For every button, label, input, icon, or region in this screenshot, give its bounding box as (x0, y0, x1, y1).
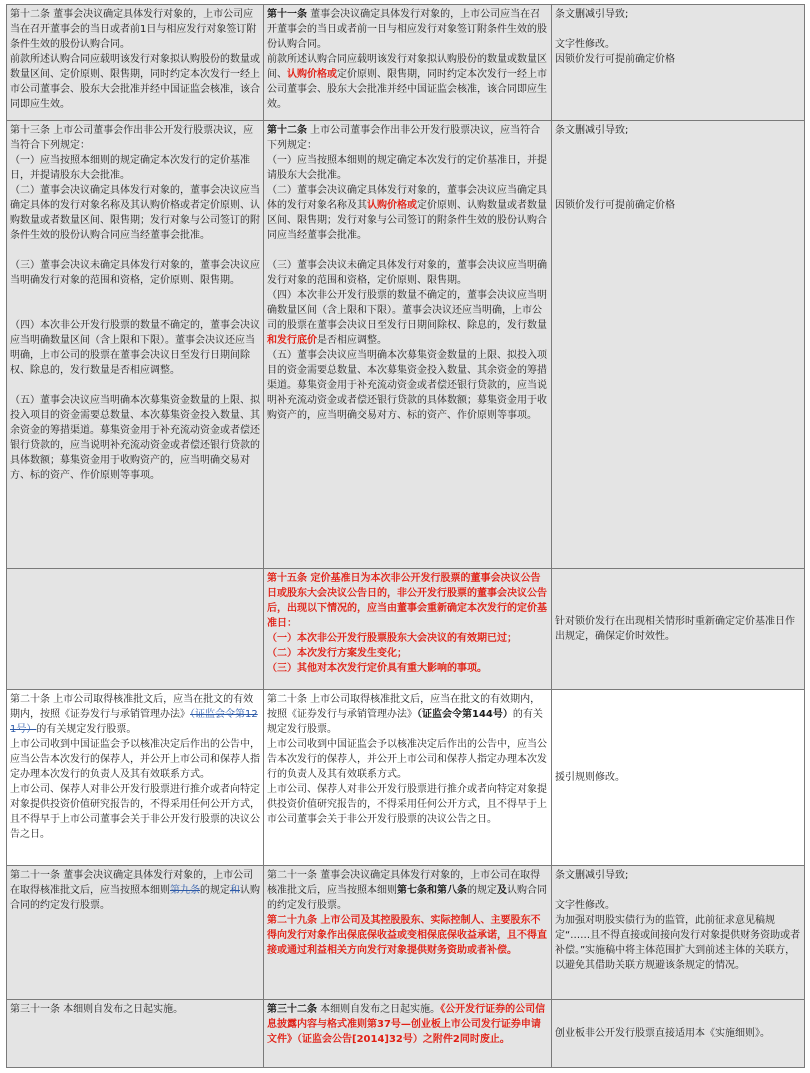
note-cell (552, 690, 805, 866)
old-paragraph: （四）本次非公开发行股票的数量不确定的，董事会决议应当明确数量区间（含上限和下限）。董事会决议还应当明确，上市公司的股票在董事会决议日至发行日期间除权、除息的，发行数量是否相应调整。 (10, 320, 260, 376)
new-text-cell (264, 690, 552, 866)
note-line: 文字性修改。 (555, 39, 615, 50)
new-text-cell (264, 1000, 552, 1068)
deleted-text: 和 (230, 885, 240, 896)
note-cell (552, 5, 805, 121)
text-run: 是否相应调整。 (317, 335, 387, 346)
table-row (7, 1000, 805, 1068)
old-text-cell (7, 121, 264, 569)
article-number: 第十二条 (267, 125, 307, 136)
note-line: 创业板非公开发行股票直接适用本《实施细则》。 (555, 1028, 770, 1039)
table-row (7, 5, 805, 121)
old-paragraph: 第十二条 董事会决议确定具体发行对象的，上市公司应当在召开董事会的当日或者前1日与相应发行对象签订附条件生效的股份认购合同。 (10, 9, 257, 50)
added-article: 第二十九条 上市公司及其控股股东、实际控制人、主要股东不得向发行对象作出保底保收益或变相保底保收益承诺，且不得直接或通过利益相关方向发行对象提供财务资助或者补偿。 (267, 915, 547, 956)
new-text-cell (264, 569, 552, 690)
text-run: 认购合同的约定发行股票。 (267, 885, 547, 911)
old-paragraph: 第十三条 上市公司董事会作出非公开发行股票决议，应当符合下列规定： (10, 125, 254, 151)
old-paragraph: 第三十一条 本细则自发布之日起实施。 (10, 1004, 184, 1015)
new-paragraph (267, 692, 548, 737)
text-run: （四）本次非公开发行股票的数量不确定的，董事会决议应当明确数量区间（含上限和下限）。董事会决议还应当明确，上市公司的股票在董事会决议日至发行日期间除权、除息的，发行数量 (267, 290, 547, 331)
added-text: 认购价格或 (287, 69, 337, 80)
article-number: 第三十二条 (267, 1004, 317, 1015)
added-article-item: （二）本次发行方案发生变化； (267, 648, 407, 659)
old-paragraph: 前款所述认购合同应载明该发行对象拟认购股份的数量或数量区间、定价原则、限售期，同时约定本次发行一经上市公司董事会、股东大会批准并经中国证监会核准，该合同即应生效。 (10, 54, 260, 110)
added-article-item: （一）本次非公开发行股票股东大会决议的有效期已过； (267, 633, 517, 644)
note-line: 条文删减引导致; (555, 9, 629, 20)
table-row (7, 569, 805, 690)
text-run: 第二十条 上市公司取得核准批文后，应当在批文的有效期内，按照《证券发行与承销管理办法》 (10, 694, 254, 720)
note-line: 因锁价发行可提前确定价格 (555, 54, 675, 65)
table-row (7, 690, 805, 866)
text-run: （二）董事会决议确定具体发行对象的，董事会决议应当确定具体的发行对象名称及其 (267, 185, 547, 211)
note-line: 因锁价发行可提前确定价格 (555, 200, 675, 211)
text-run: 的规定 (200, 885, 230, 896)
table-row (7, 866, 805, 1000)
old-text-cell (7, 569, 264, 690)
old-paragraph: （五）董事会决议应当明确本次募集资金数量的上限、拟投入项目的资金需要总数量、本次募集资金投入数量、其余资金的筹措渠道。募集资金用于补充流动资金或者偿还银行贷款的，应当说明补充流动资金或者偿还银行贷款的具体数额；募集资金用于收购资产的，应当明确交易对方、标的资产、作价原则等事项。 (10, 395, 260, 481)
text-run: 第二十一条 董事会决议确定具体发行对象的，上市公司在取得核准批文后，应当按照本细则 (267, 870, 541, 896)
old-paragraph: （一）应当按照本细则的规定确定本次发行的定价基准日，并提请股东大会批准。 (10, 155, 250, 181)
note-line: 条文删减引导致; (555, 870, 629, 881)
old-text-cell (7, 5, 264, 121)
added-text: 《公开发行证券的公司信息披露内容与格式准则第37号—创业板上市公司发行证券申请文件》（证监会公告[2014]32号）之附件2同时废止。 (267, 1004, 546, 1045)
text-run: 认购合同的约定发行股票。 (10, 885, 260, 911)
new-paragraph: （三）董事会决议未确定具体发行对象的，董事会决议应当明确发行对象的范围和资格，定价原则、限售期。 (267, 260, 547, 286)
note-line: 援引规则修改。 (555, 772, 625, 783)
note-cell (552, 1000, 805, 1068)
added-text: 认购价格或 (367, 200, 417, 211)
table-row (7, 121, 805, 569)
new-text-cell (264, 121, 552, 569)
old-text-cell (7, 866, 264, 1000)
text-run: 董事会决议确定具体发行对象的，上市公司应当在召开董事会的当日或者前一日与相应发行对象签订附条件生效的股份认购合同。 (267, 9, 547, 50)
new-paragraph (267, 123, 548, 153)
new-paragraph: 上市公司、保荐人对非公开发行股票进行推介或者向特定对象提供投资价值研究报告的，不得采用任何公开方式，且不得早于上市公司董事会关于非公开发行股票的决议公告之日。 (267, 784, 547, 825)
old-paragraph: 上市公司收到中国证监会予以核准决定后作出的公告中，应当公告本次发行的保荐人，并公开上市公司和保荐人指定办理本次发行的负责人及其有效联系方式。 (10, 739, 260, 780)
new-paragraph (267, 1002, 548, 1047)
old-paragraph: （三）董事会决议未确定具体发行对象的，董事会决议应当明确发行对象的范围和资格，定价原则、限售期。 (10, 260, 260, 286)
new-paragraph (267, 7, 548, 52)
note-cell (552, 569, 805, 690)
added-text: 和发行底价 (267, 335, 317, 346)
note-line: 文字性修改。 (555, 900, 615, 911)
modified-text: （证监会令第144号） (417, 709, 513, 720)
old-paragraph (10, 692, 260, 737)
text-run: 本细则自发布之日起实施。 (317, 1004, 441, 1015)
old-paragraph: 上市公司、保荐人对非公开发行股票进行推介或者向特定对象提供投资价值研究报告的，不得采用任何公开方式，且不得早于上市公司董事会关于非公开发行股票的决议公告之日。 (10, 784, 260, 840)
new-paragraph: （五）董事会决议应当明确本次募集资金数量的上限、拟投入项目的资金需要总数量、本次募集资金投入数量、其余资金的筹措渠道。募集资金用于补充流动资金或者偿还银行贷款的，应当说明补充流动资金或者偿还银行贷款的具体数额；募集资金用于收购资产的，应当明确交易对方、标的资产、作价原则等事项。 (267, 350, 547, 421)
new-paragraph (267, 52, 548, 112)
old-paragraph: （二）董事会决议确定具体发行对象的，董事会决议应当确定具体的发行对象名称及其认购价格或者定价原则、认购数量或者数量区间、限售期；发行对象与公司签订的附条件生效的股份认购合同应当经董事会批准。 (10, 185, 260, 241)
note-cell (552, 121, 805, 569)
old-paragraph (10, 868, 260, 913)
old-text-cell (7, 1000, 264, 1068)
new-text-cell (264, 866, 552, 1000)
added-article-item: （三）其他对本次发行定价具有重大影响的事项。 (267, 663, 487, 674)
text-run: 定价原则、认购数量或者数量区间、限售期；发行对象与公司签订的附条件生效的股份认购合同应当经董事会批准。 (267, 200, 547, 241)
new-paragraph: 上市公司收到中国证监会予以核准决定后作出的公告中，应当公告本次发行的保荐人，并公开上市公司和保荐人指定办理本次发行的负责人及其有效联系方式。 (267, 739, 547, 780)
text-run: 定价原则、限售期，同时约定本次发行一经上市公司董事会、股东大会批准并经中国证监会核准，该合同即应生效。 (267, 69, 547, 110)
text-run: 的有关规定发行股票。 (267, 709, 543, 735)
text-run: 上市公司董事会作出非公开发行股票决议，应当符合下列规定： (267, 125, 541, 151)
new-text-cell (264, 5, 552, 121)
deleted-text: 第九条 (170, 885, 200, 896)
text-run: 前款所述认购合同应载明该发行对象拟认购股份的数量或数量区间、 (267, 54, 547, 80)
deleted-text: （证监会令第121号） (10, 709, 258, 735)
article-number: 第十一条 (267, 9, 307, 20)
text-run: 的规定 (467, 885, 497, 896)
text-run: 第二十一条 董事会决议确定具体发行对象的，上市公司在取得核准批文后，应当按照本细则 (10, 870, 254, 896)
text-run: 的有关规定发行股票。 (36, 724, 137, 735)
added-article: 第十五条 定价基准日为本次非公开发行股票的董事会决议公告日或股东大会决议公告日的，非公开发行股票的董事会决议公告后，出现以下情况的，应当由董事会重新确定本次发行的定价基准日： (267, 573, 547, 629)
old-text-cell (7, 690, 264, 866)
text-run: 第二十条 上市公司取得核准批文后，应当在批文的有效期内，按照《证券发行与承销管理办法》 (267, 694, 541, 720)
comparison-table (6, 4, 805, 1068)
new-paragraph: （一）应当按照本细则的规定确定本次发行的定价基准日，并提请股东大会批准。 (267, 155, 547, 181)
note-line: 条文删减引导致; (555, 125, 629, 136)
new-paragraph (267, 288, 548, 348)
note-line: 针对锁价发行在出现相关情形时重新确定定价基准日作出规定，确保定价时效性。 (555, 616, 795, 642)
note-cell (552, 866, 805, 1000)
modified-text: 及 (497, 885, 507, 896)
new-paragraph (267, 183, 548, 243)
modified-text: 第七条和第八条 (397, 885, 467, 896)
note-line: 为加强对明股实债行为的监管，此前征求意见稿规定“……且不得直接或间接向发行对象提供财务资助或者补偿。”实施稿中将主体范围扩大到前述主体的关联方，以避免其借助关联方规避该条规定的情况。 (555, 915, 801, 971)
new-paragraph (267, 868, 548, 913)
